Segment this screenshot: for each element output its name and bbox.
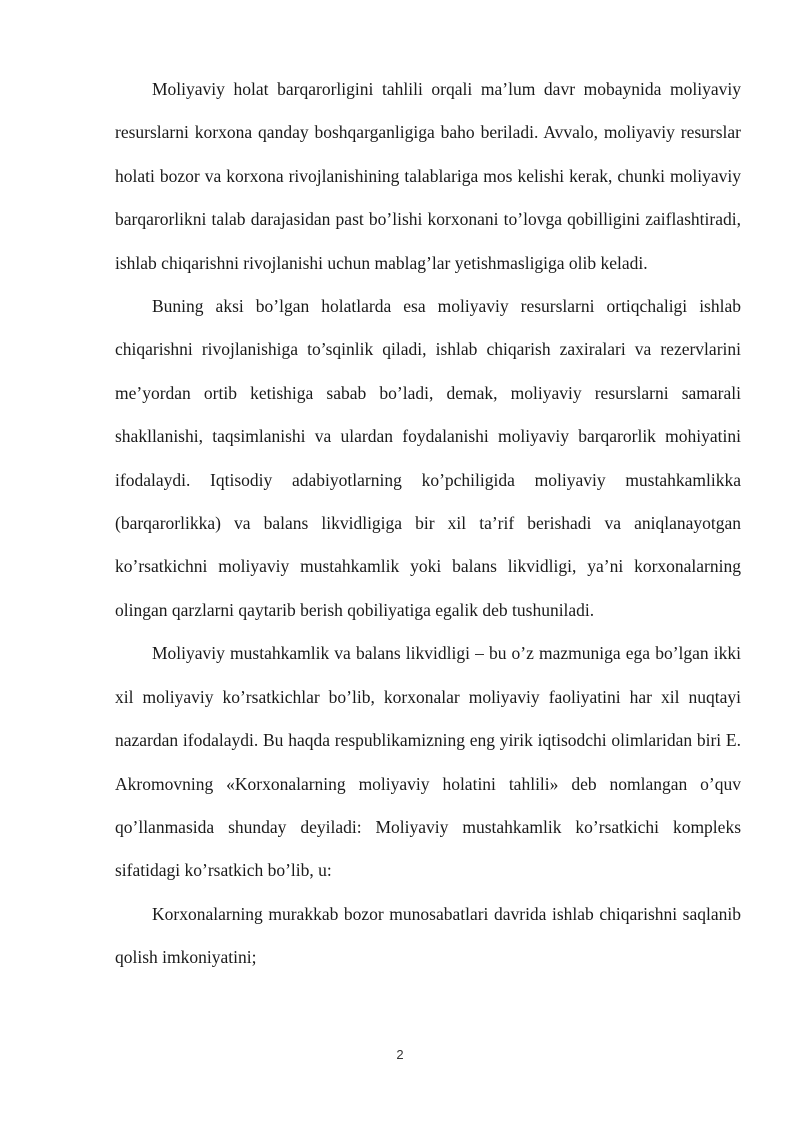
- paragraph-3: Moliyaviy mustahkamlik va balans likvidligi – bu o’z mazmuniga ega bo’lgan ikki xil moliyaviy ko’rsatkichlar bo’lib, korxonalar moliyaviy faoliyatini har xil nuqtayi nazardan ifodalaydi. Bu haqda respublikamizning eng yirik iqtisodchi olimlaridan biri E. Akromovning «Korxonalarning moliyaviy holatini tahlili» deb nomlangan o’quv qo’llanmasida shunday deyiladi: Moliyaviy mustahkamlik ko’rsatkichi kompleks sifatidagi ko’rsatkich bo’lib, u:: [115, 643, 741, 881]
- paragraph-2: Buning aksi bo’lgan holatlarda esa moliyaviy resurslarni ortiqchaligi ishlab chiqarishni rivojlanishiga to’sqinlik qiladi, ishlab chiqarish zaxiralari va rezervlarini me’yordan ortib ketishiga sabab bo’ladi, demak, moliyaviy resurslarni samarali shakllanishi, taqsimlanishi va ulardan foydalanishi moliyaviy barqarorlik mohiyatini ifodalaydi. Iqtisodiy adabiyotlarning ko’pchiligida moliyaviy mustahkamlikka (barqarorlikka) va balans likvidligiga bir xil ta’rif berishadi va aniqlanayotgan ko’rsatkichni moliyaviy mustahkamlik yoki balans likvidligi, ya’ni korxonalarning olingan qarzlarni qaytarib berish qobiliyatiga egalik deb tushuniladi.: [115, 296, 741, 620]
- body-text: [115, 68, 741, 980]
- paragraph-4: Korxonalarning murakkab bozor munosabatlari davrida ishlab chiqarishni saqlanib qolish imkoniyatini;: [115, 903, 741, 968]
- page-number: 2: [396, 1047, 404, 1062]
- paragraph-1: Moliyaviy holat barqarorligini tahlili orqali ma’lum davr mobaynida moliyaviy resurslarni korxona qanday boshqarganligiga baho beriladi. Avvalo, moliyaviy resurslar holati bozor va korxona rivojlanishining talablariga mos kelishi kerak, chunki moliyaviy barqarorlikni talab darajasidan past bo’lishi korxonani to’lovga qobilligini zaiflashtiradi, ishlab chiqarishni rivojlanishi uchun mablag’lar yetishmasligiga olib keladi.: [115, 79, 741, 273]
